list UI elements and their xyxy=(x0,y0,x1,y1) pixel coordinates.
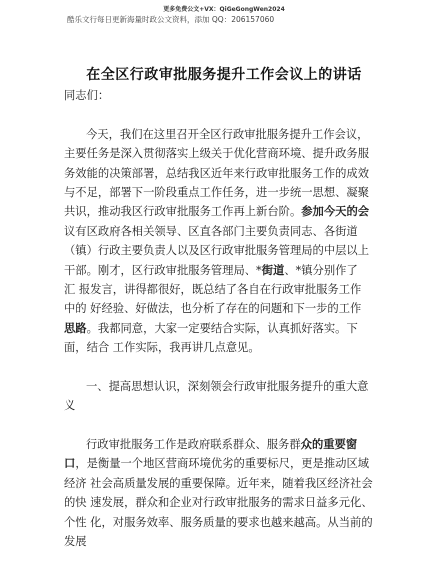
bold-segment: 思路 xyxy=(64,320,87,335)
text-line xyxy=(64,202,384,221)
text-segment: 个性 化，对服务效率、服务质量的要求也越来越高。从当前的 xyxy=(64,515,373,529)
text-segment: 共识，推动我区行政审批服务工作再上新台阶。 xyxy=(64,205,302,219)
text-line xyxy=(64,105,384,124)
text-line xyxy=(64,86,384,105)
text-line xyxy=(64,513,384,532)
text-line xyxy=(64,435,384,454)
text-segment: 一、提高思想认识，深刻领会行政审批服务提升的重大意 xyxy=(86,379,369,393)
text-line xyxy=(64,319,384,338)
text-segment: 干部。刚才，区行政审批服务管理局、* xyxy=(64,263,262,277)
document-title: 在全区行政审批服务提升工作会议上的讲话 xyxy=(86,67,362,83)
text-line xyxy=(64,474,384,493)
text-line xyxy=(64,164,384,183)
text-line xyxy=(64,299,384,318)
text-segment: 议有区政府各相关领导、区直各部门主要负责同志、各街道 xyxy=(64,224,358,238)
text-line xyxy=(64,144,384,163)
text-line xyxy=(64,377,384,396)
text-segment: 与不足，部署下一阶段重点工作任务，进一步统一思想、凝聚 xyxy=(64,185,370,199)
text-line xyxy=(64,125,384,144)
text-segment: 发展 xyxy=(64,534,87,548)
text-line xyxy=(64,454,384,473)
document-body xyxy=(64,86,384,551)
text-segment: 中的 好经验、好做法，也分析了存在的问题和下一步的工作 xyxy=(64,302,362,316)
text-segment: 、*镇分别作了 xyxy=(284,263,358,277)
text-segment: 今天，我们在这里召开全区行政审批服务提升工作会议， xyxy=(86,127,369,141)
bold-segment: 参加今天的会 xyxy=(301,204,370,219)
text-segment: （镇）行政主要负责人以及区行政审批服务管理局的中层以上 xyxy=(64,244,370,258)
text-line xyxy=(64,532,384,551)
text-segment: 主要任务是深入贯彻落实上级关于优化营商环境、提升政务服 xyxy=(64,147,370,161)
text-line xyxy=(64,493,384,512)
text-segment: 行政审批服务工作是政府联系群众、服务群 xyxy=(86,438,301,452)
text-line xyxy=(64,241,384,260)
text-segment: 面，结合 工作实际，我再讲几点意见。 xyxy=(64,341,260,355)
text-line xyxy=(64,280,384,299)
text-segment: 义 xyxy=(64,399,76,413)
text-line xyxy=(64,183,384,202)
text-segment: ，是衡量一个地区营商环境优劣的重要标尺，更是推动区域 xyxy=(75,457,370,471)
text-segment: 。我都同意，大家一定要结合实际，认真抓好落实。下 xyxy=(86,321,358,335)
text-line xyxy=(64,396,384,415)
text-segment: 务效能的决策部署，总结我区近年来行政审批服务工作的成效 xyxy=(64,166,370,180)
bold-segment: 街道 xyxy=(261,262,285,277)
top-banner: 更多免费公文+VX：QiGeGongWen2024 xyxy=(163,6,285,13)
text-line xyxy=(64,416,384,435)
text-line xyxy=(64,261,384,280)
text-segment: 经济 社会高质量发展的重要保障。近年来，随着我区经济社会 xyxy=(64,476,373,490)
text-segment: 同志们： xyxy=(64,89,110,102)
text-line xyxy=(64,222,384,241)
text-line xyxy=(64,338,384,357)
bold-segment: 众的重要窗 xyxy=(300,437,358,452)
header-note: 酷乐文行每日更新海量时政公文资料，添加 QQ：206157060 xyxy=(67,15,275,24)
text-segment: 的快 速发展，群众和企业对行政审批服务的需求日益多元化、 xyxy=(64,496,373,510)
text-segment: 汇 报发言，讲得都很好，既总结了各自在行政审批服务工作 xyxy=(64,282,362,296)
text-line xyxy=(64,357,384,376)
bold-segment: 口 xyxy=(64,456,76,471)
